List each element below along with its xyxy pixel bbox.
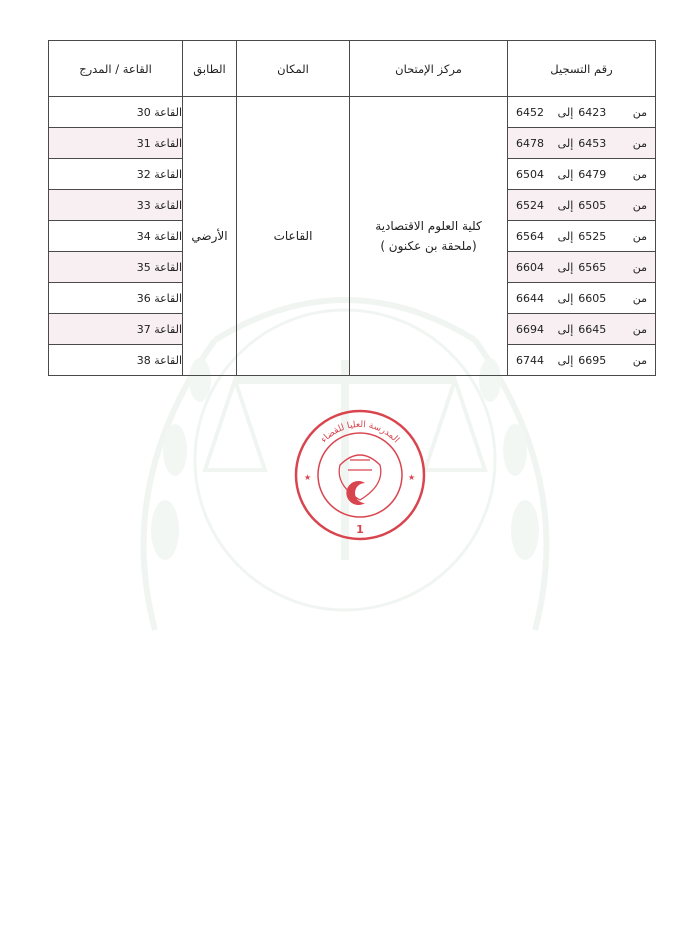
range-to: 6504 — [516, 167, 544, 181]
registration-range-cell — [508, 128, 656, 159]
hall-cell: القاعة 36 — [49, 283, 183, 314]
range-to: 6564 — [516, 229, 544, 243]
header-floor: الطابق — [183, 41, 237, 97]
hall-cell: القاعة 37 — [49, 314, 183, 345]
to-word: إلى — [557, 291, 574, 305]
range-from: 6505 — [578, 198, 607, 212]
header-row — [49, 41, 656, 97]
to-word: إلى — [557, 260, 574, 274]
range-to: 6524 — [516, 198, 544, 212]
hall-cell: القاعة 30 — [49, 97, 183, 128]
from-word: من — [632, 105, 647, 119]
range-to: 6644 — [516, 291, 544, 305]
header-registration: رقم التسجيل — [508, 41, 656, 97]
range-from: 6565 — [578, 260, 607, 274]
exam-center-line: (ملحقة بن عكنون ) — [380, 239, 477, 253]
hall-cell: القاعة 31 — [49, 128, 183, 159]
range-from: 6525 — [578, 229, 607, 243]
registration-range-cell — [508, 283, 656, 314]
svg-text:★: ★ — [304, 473, 312, 482]
svg-text:★: ★ — [408, 473, 416, 482]
registration-range-cell — [508, 190, 656, 221]
from-word: من — [632, 291, 647, 305]
registration-range-cell — [508, 345, 656, 376]
to-word: إلى — [557, 229, 574, 243]
hall-cell: القاعة 35 — [49, 252, 183, 283]
header-place: المكان — [237, 41, 350, 97]
stamp-number: 1 — [356, 523, 364, 536]
exam-distribution-table — [48, 40, 656, 376]
official-stamp — [290, 405, 430, 545]
registration-range-cell — [508, 97, 656, 128]
registration-range-cell — [508, 221, 656, 252]
registration-range-cell — [508, 159, 656, 190]
header-hall: القاعة / المدرج — [49, 41, 183, 97]
range-to: 6478 — [516, 136, 544, 150]
from-word: من — [632, 198, 647, 212]
range-to: 6604 — [516, 260, 544, 274]
from-word: من — [632, 322, 647, 336]
from-word: من — [632, 136, 647, 150]
exam-center-cell — [350, 97, 508, 376]
hall-cell: القاعة 33 — [49, 190, 183, 221]
hall-cell: القاعة 32 — [49, 159, 183, 190]
to-word: إلى — [557, 353, 574, 367]
range-to: 6694 — [516, 322, 544, 336]
to-word: إلى — [557, 136, 574, 150]
hall-cell: القاعة 34 — [49, 221, 183, 252]
to-word: إلى — [557, 322, 574, 336]
range-from: 6645 — [578, 322, 607, 336]
to-word: إلى — [557, 167, 574, 181]
range-from: 6479 — [578, 167, 607, 181]
range-from: 6605 — [578, 291, 607, 305]
floor-cell: الأرضي — [183, 97, 237, 376]
range-from: 6695 — [578, 353, 607, 367]
range-to: 6452 — [516, 105, 544, 119]
to-word: إلى — [557, 198, 574, 212]
range-from: 6453 — [578, 136, 607, 150]
from-word: من — [632, 229, 647, 243]
from-word: من — [632, 353, 647, 367]
place-cell: القاعات — [237, 97, 350, 376]
range-from: 6423 — [578, 105, 607, 119]
from-word: من — [632, 167, 647, 181]
header-exam-center: مركز الإمتحان — [350, 41, 508, 97]
exam-center-line: كلية العلوم الاقتصادية — [375, 219, 482, 233]
from-word: من — [632, 260, 647, 274]
registration-range-cell — [508, 252, 656, 283]
table-row — [49, 97, 656, 128]
hall-cell: القاعة 38 — [49, 345, 183, 376]
stamp-text: المدرسة العليا للقضاء — [319, 419, 401, 446]
to-word: إلى — [557, 105, 574, 119]
range-to: 6744 — [516, 353, 544, 367]
registration-range-cell — [508, 314, 656, 345]
